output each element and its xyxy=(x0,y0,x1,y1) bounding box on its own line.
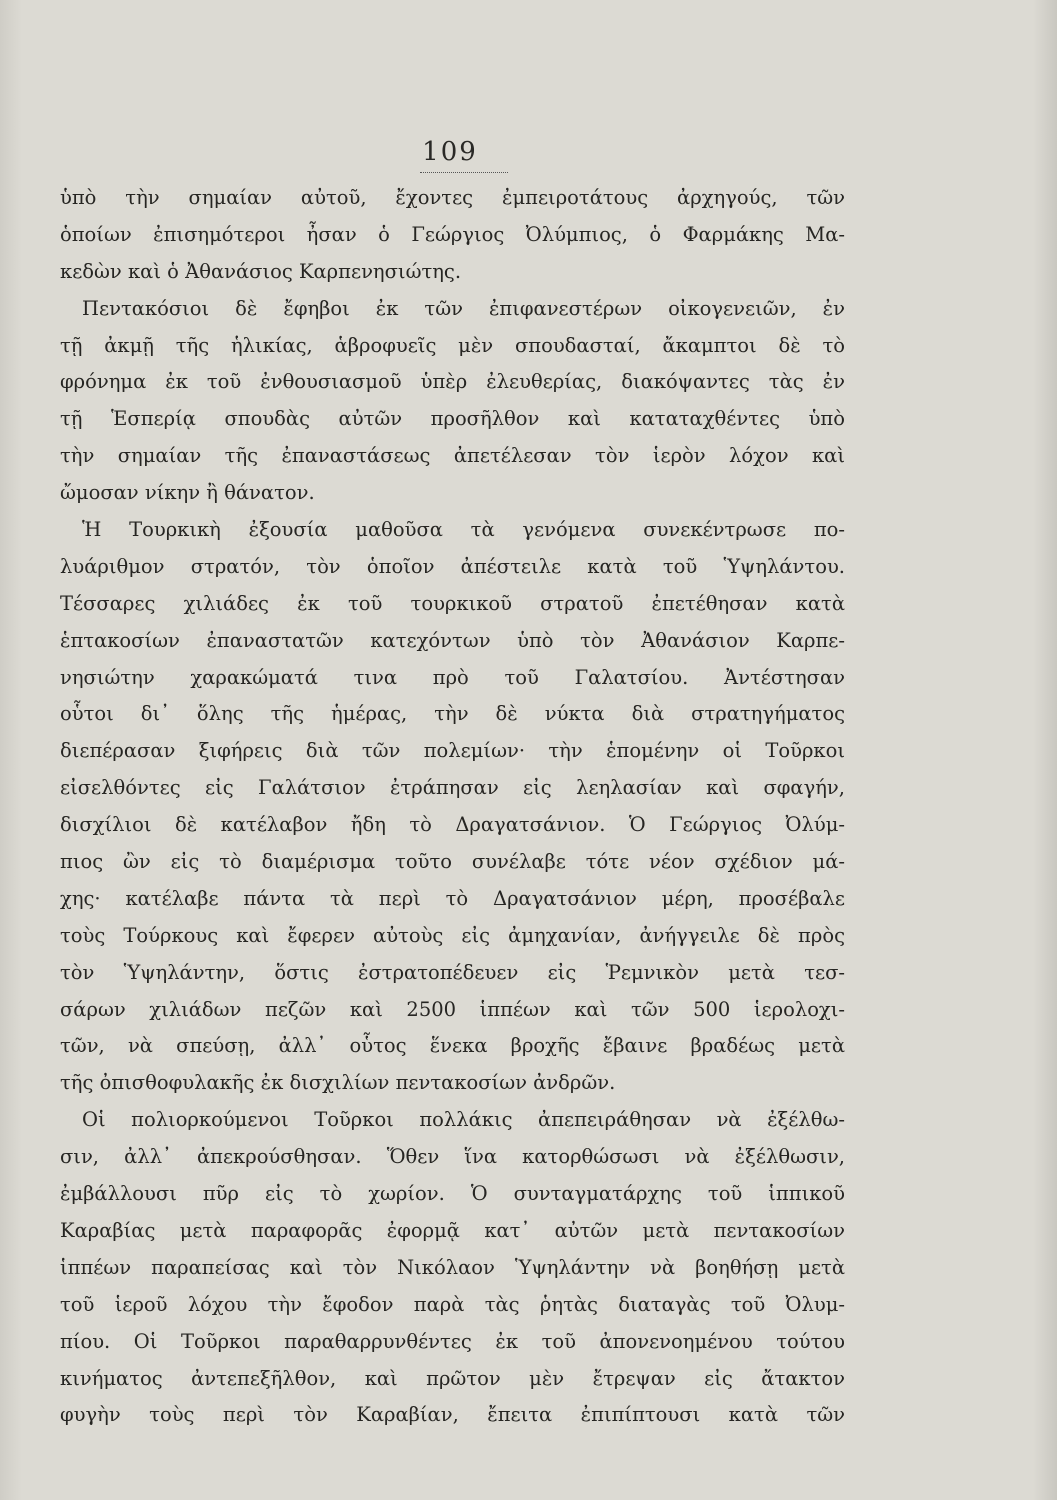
text-line: σάρων χιλιάδων πεζῶν καὶ 2500 ἱππέων καὶ τῶν 500 ἱερολοχι- xyxy=(60,997,845,1021)
text-line: κεδὼν καὶ ὁ Ἀθανάσιος Καρπενησιώτης. xyxy=(60,259,462,283)
text-line: σιν, ἀλλ᾿ ἀπεκρούσθησαν. Ὅθεν ἵνα κατορθώσωσι νὰ ἐξέλθωσιν, xyxy=(60,1145,845,1169)
text-line: δισχίλιοι δὲ κατέλαβον ἤδη τὸ Δραγατσάνιον. Ὁ Γεώργιος Ὀλύμ- xyxy=(60,813,845,837)
text-line: χης· κατέλαβε πάντα τὰ περὶ τὸ Δραγατσάνιον μέρη, προσέβαλε xyxy=(60,886,845,910)
text-line: τοὺς Τούρκους καὶ ἔφερεν αὐτοὺς εἰς ἀμηχανίαν, ἀνήγγειλε δὲ πρὸς xyxy=(60,923,845,947)
text-line: πιος ὢν εἰς τὸ διαμέρισμα τοῦτο συνέλαβε τότε νέον σχέδιον μά- xyxy=(60,850,845,874)
text-line: τῇ ἀκμῇ τῆς ἡλικίας, ἁβροφυεῖς μὲν σπουδασταί, ἄκαμπτοι δὲ τὸ xyxy=(60,333,845,357)
text-line: τῇ Ἑσπερίᾳ σπουδὰς αὐτῶν προσῆλθον καὶ καταταχθέντες ὑπὸ xyxy=(60,407,845,431)
text-line: ὤμοσαν νίκην ἢ θάνατον. xyxy=(60,481,315,505)
text-line: εἰσελθόντες εἰς Γαλάτσιον ἐτράπησαν εἰς λεηλασίαν καὶ σφαγήν, xyxy=(60,776,845,800)
page-number: 109 xyxy=(422,137,478,167)
text-line: τὸν Ὑψηλάντην, ὅστις ἐστρατοπέδευεν εἰς Ῥεμνικὸν μετὰ τεσ- xyxy=(60,960,845,984)
text-line: ὑπὸ τὴν σημαίαν αὐτοῦ, ἔχοντες ἐμπειροτάτους ἀρχηγούς, τῶν xyxy=(60,186,845,209)
text-line: νησιώτην χαρακώματά τινα πρὸ τοῦ Γαλατσίου. Ἀντέστησαν xyxy=(60,665,845,689)
page-number-rule xyxy=(420,172,508,173)
text-line: πίου. Οἱ Τοῦρκοι παραθαρρυνθέντες ἐκ τοῦ ἀπονενοημένου τούτου xyxy=(60,1329,845,1353)
text-line: φρόνημα ἐκ τοῦ ἐνθουσιασμοῦ ὑπὲρ ἐλευθερίας, διακόψαντες τὰς ἐν xyxy=(60,370,845,394)
text-line: ἱππέων παραπείσας καὶ τὸν Νικόλαον Ὑψηλάντην νὰ βοηθήσῃ μετὰ xyxy=(60,1255,845,1279)
text-line: λυάριθμον στρατόν, τὸν ὁποῖον ἀπέστειλε κατὰ τοῦ Ὑψηλάντου. xyxy=(60,554,845,578)
text-line: τῆς ὀπισθοφυλακῆς ἐκ δισχιλίων πεντακοσίων ἀνδρῶν. xyxy=(60,1071,616,1095)
text-line: ἐμβάλλουσι πῦρ εἰς τὸ χωρίον. Ὁ συνταγματάρχης τοῦ ἱππικοῦ xyxy=(60,1182,845,1206)
page-body-text xyxy=(60,180,845,1434)
text-line: τὴν σημαίαν τῆς ἐπαναστάσεως ἀπετέλεσαν τὸν ἱερὸν λόχον καὶ xyxy=(60,444,845,468)
text-line: Τέσσαρες χιλιάδες ἐκ τοῦ τουρκικοῦ στρατοῦ ἐπετέθησαν κατὰ xyxy=(60,591,845,615)
text-line: Καραβίας μετὰ παραφορᾶς ἐφορμᾷ κατ᾿ αὐτῶν μετὰ πεντακοσίων xyxy=(60,1218,845,1242)
text-line: Οἱ πολιορκούμενοι Τοῦρκοι πολλάκις ἀπεπειράθησαν νὰ ἐξέλθω- xyxy=(82,1108,845,1132)
text-line: ὁποίων ἐπισημότεροι ἦσαν ὁ Γεώργιος Ὀλύμπιος, ὁ Φαρμάκης Μα- xyxy=(60,222,845,246)
text-line: φυγὴν τοὺς περὶ τὸν Καραβίαν, ἔπειτα ἐπιπίπτουσι κατὰ τῶν xyxy=(60,1403,845,1427)
text-line: Ἡ Τουρκικὴ ἐξουσία μαθοῦσα τὰ γενόμενα συνεκέντρωσε πο- xyxy=(82,518,845,542)
text-line: διεπέρασαν ξιφήρεις διὰ τῶν πολεμίων· τὴν ἑπομένην οἱ Τοῦρκοι xyxy=(60,739,845,763)
text-line: κινήματος ἀντεπεξῆλθον, καὶ πρῶτον μὲν ἔτρεψαν εἰς ἄτακτον xyxy=(60,1366,845,1390)
text-line: τῶν, νὰ σπεύσῃ, ἀλλ᾿ οὗτος ἕνεκα βροχῆς ἔβαινε βραδέως μετὰ xyxy=(60,1034,845,1058)
text-line: Πεντακόσιοι δὲ ἔφηβοι ἐκ τῶν ἐπιφανεστέρων οἰκογενειῶν, ἐν xyxy=(82,296,845,320)
text-line: τοῦ ἱεροῦ λόχου τὴν ἔφοδον παρὰ τὰς ῥητὰς διαταγὰς τοῦ Ὀλυμ- xyxy=(60,1292,845,1316)
text-line: οὗτοι δι᾿ ὅλης τῆς ἡμέρας, τὴν δὲ νύκτα διὰ στρατηγήματος xyxy=(60,702,845,726)
text-line: ἑπτακοσίων ἐπαναστατῶν κατεχόντων ὑπὸ τὸν Ἀθανάσιον Καρπε- xyxy=(60,628,845,652)
